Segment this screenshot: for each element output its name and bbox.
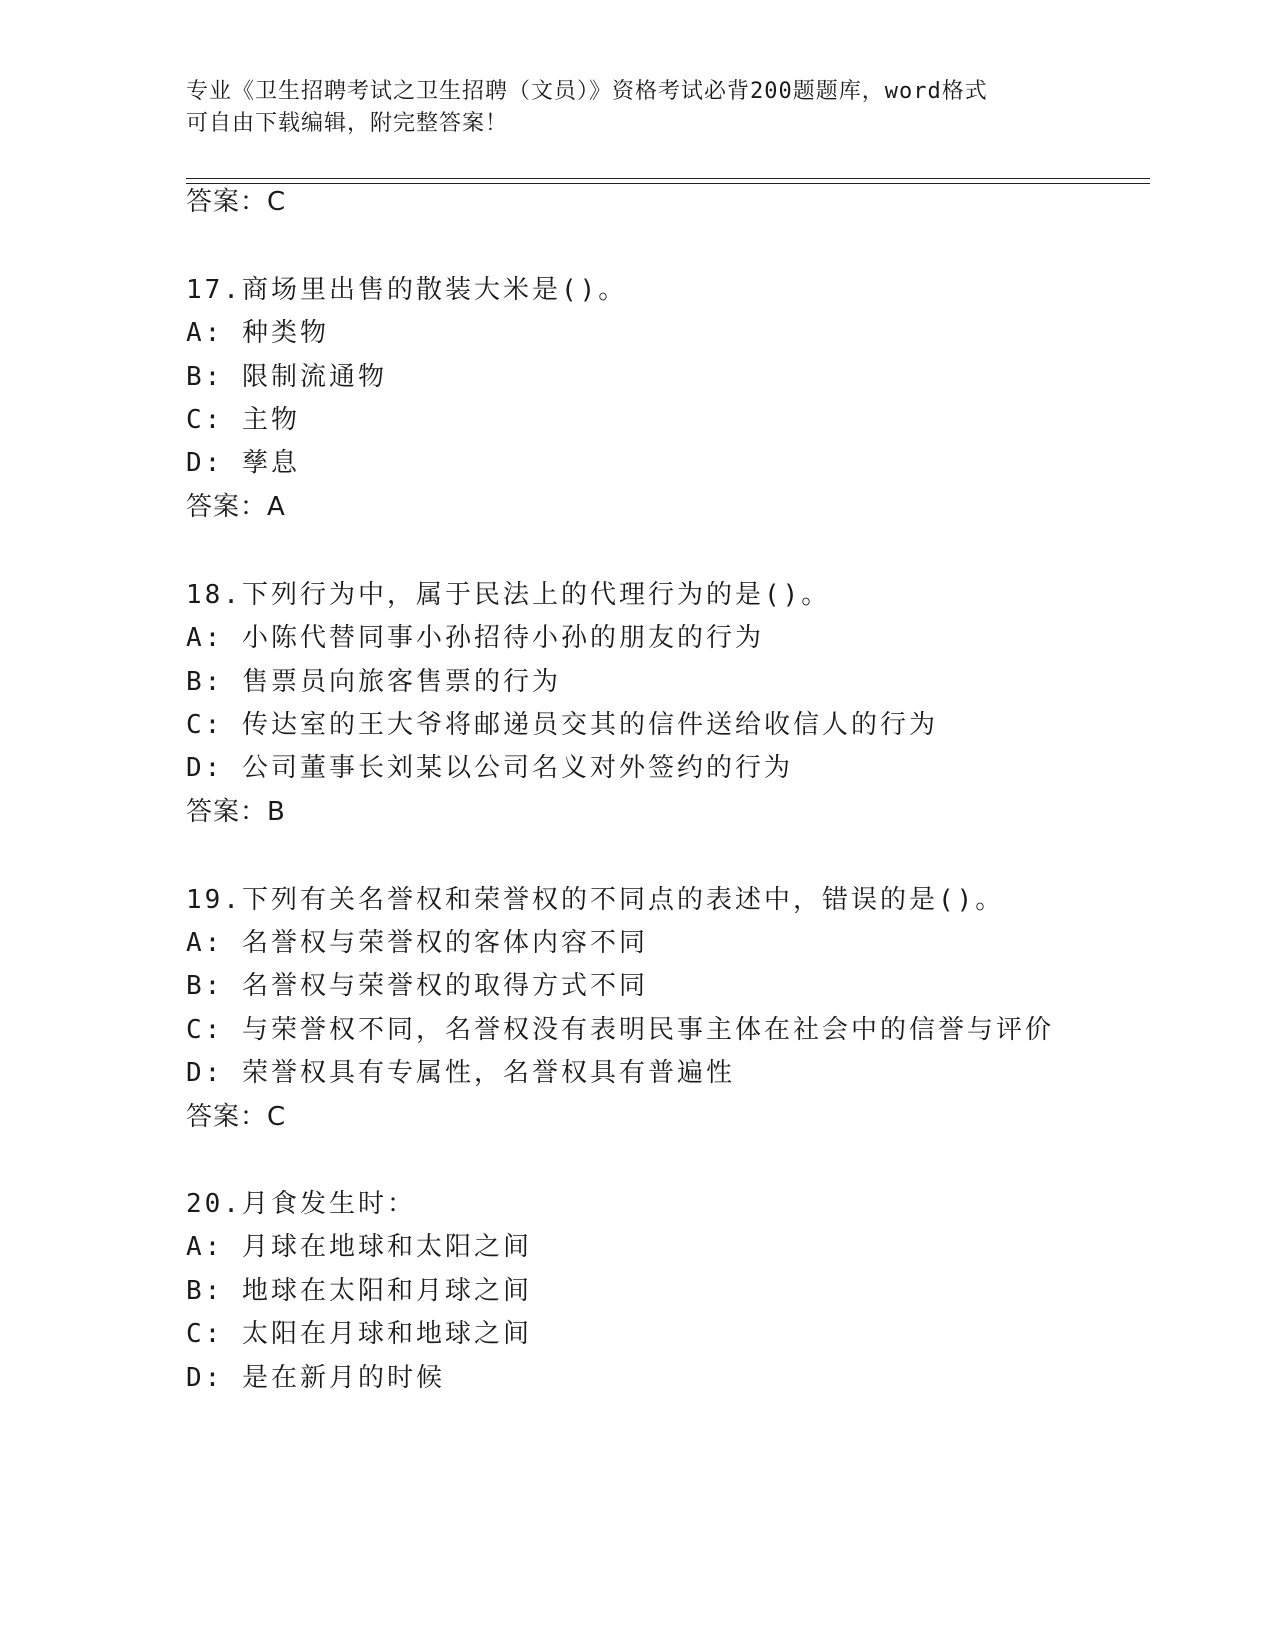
header-divider-top	[186, 178, 1150, 179]
question-18-option-c: C: 传达室的王大爷将邮递员交其的信件送给收信人的行为	[186, 710, 938, 740]
question-18-option-b: B: 售票员向旅客售票的行为	[186, 667, 561, 697]
question-20-option-a: A: 月球在地球和太阳之间	[186, 1232, 532, 1262]
question-17-option-d: D: 孳息	[186, 448, 300, 478]
question-19-stem: 19.下列有关名誉权和荣誉权的不同点的表述中，错误的是()。	[186, 885, 1005, 915]
question-18-option-a: A: 小陈代替同事小孙招待小孙的朋友的行为	[186, 623, 764, 653]
header-line-1: 专业《卫生招聘考试之卫生招聘（文员）》资格考试必背200题题库，word格式	[186, 79, 988, 104]
header-line-2: 可自由下载编辑，附完整答案！	[186, 111, 509, 136]
question-17-answer: 答案：A	[186, 492, 286, 522]
question-19-answer: 答案：C	[186, 1102, 287, 1132]
question-17-stem: 17.商场里出售的散装大米是()。	[186, 275, 628, 305]
question-18-option-d: D: 公司董事长刘某以公司名义对外签约的行为	[186, 753, 793, 783]
question-19-option-a: A: 名誉权与荣誉权的客体内容不同	[186, 928, 648, 958]
question-20-option-d: D: 是在新月的时候	[186, 1363, 445, 1393]
answer-previous: 答案：C	[186, 187, 287, 217]
question-18-stem: 18.下列行为中，属于民法上的代理行为的是()。	[186, 580, 831, 610]
question-19-option-c: C: 与荣誉权不同，名誉权没有表明民事主体在社会中的信誉与评价	[186, 1015, 1054, 1045]
question-17-option-a: A: 种类物	[186, 318, 329, 348]
question-19-option-d: D: 荣誉权具有专属性，名誉权具有普遍性	[186, 1058, 735, 1088]
question-19-option-b: B: 名誉权与荣誉权的取得方式不同	[186, 971, 648, 1001]
question-20-option-c: C: 太阳在月球和地球之间	[186, 1319, 532, 1349]
question-20-option-b: B: 地球在太阳和月球之间	[186, 1276, 532, 1306]
document-header	[186, 76, 1086, 140]
question-20-stem: 20.月食发生时：	[186, 1189, 416, 1219]
question-17-option-b: B: 限制流通物	[186, 362, 387, 392]
question-17-option-c: C: 主物	[186, 405, 300, 435]
header-divider-bottom	[186, 183, 1150, 184]
question-18-answer: 答案：B	[186, 797, 286, 827]
